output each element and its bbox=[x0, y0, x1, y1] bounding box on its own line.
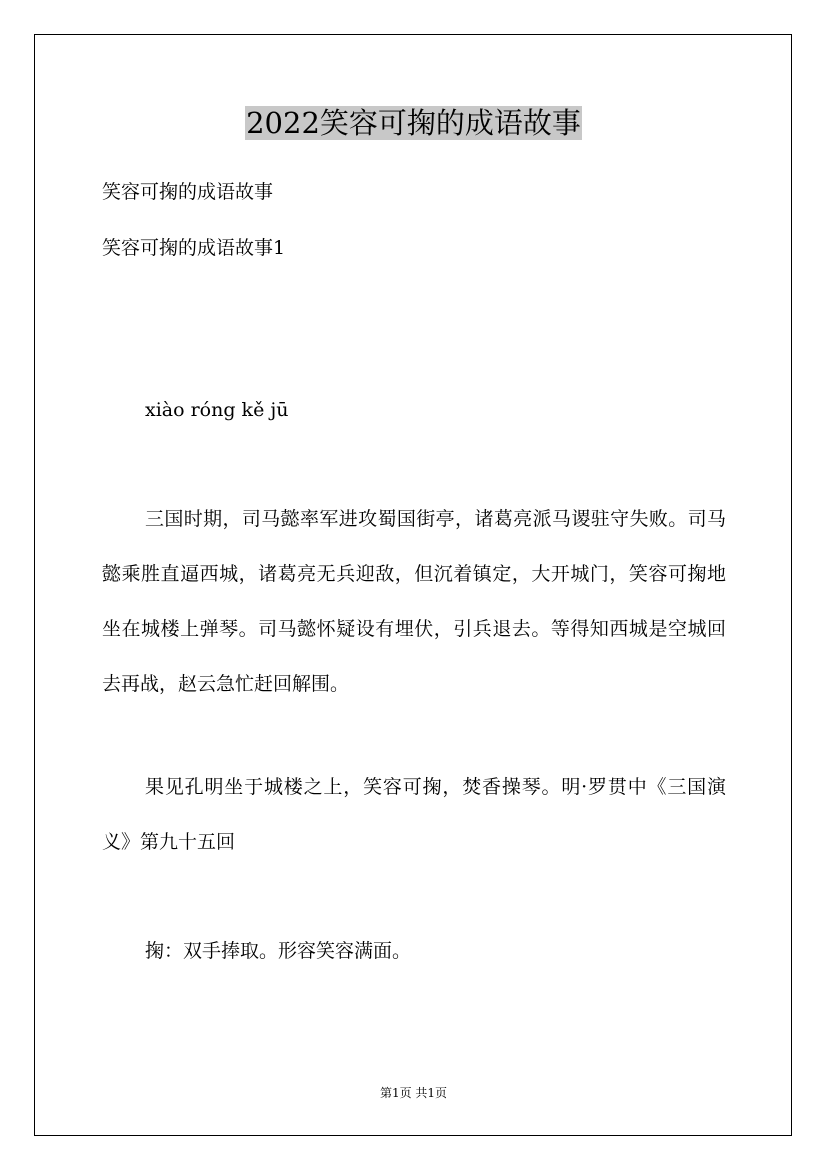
body-paragraph: 果见孔明坐于城楼之上，笑容可掬，焚香操琴。明·罗贯中《三国演义》第九十五回 bbox=[102, 776, 726, 853]
section-heading: 笑容可掬的成语故事1 bbox=[102, 237, 286, 259]
body-paragraph: 三国时期，司马懿率军进攻蜀国街亭，诸葛亮派马谡驻守失败。司马懿乘胜直逼西城，诸葛亮无兵迎敌，但沉着镇定，大开城门，笑容可掬地坐在城楼上弹琴。司马懿怀疑设有埋伏，引兵退去。等得知西城是空城回去再战，赵云急忙赶回解围。 bbox=[102, 508, 726, 695]
page-number-footer: 第1页 共1页 bbox=[379, 1086, 448, 1100]
document-title bbox=[0, 104, 827, 142]
body-paragraph: 掬：双手捧取。形容笑容满面。 bbox=[145, 940, 412, 962]
pinyin-line: xiào róng kě jū bbox=[145, 399, 289, 421]
document-subtitle: 笑容可掬的成语故事 bbox=[102, 181, 274, 203]
document-title-text: 2022笑容可掬的成语故事 bbox=[246, 106, 581, 140]
